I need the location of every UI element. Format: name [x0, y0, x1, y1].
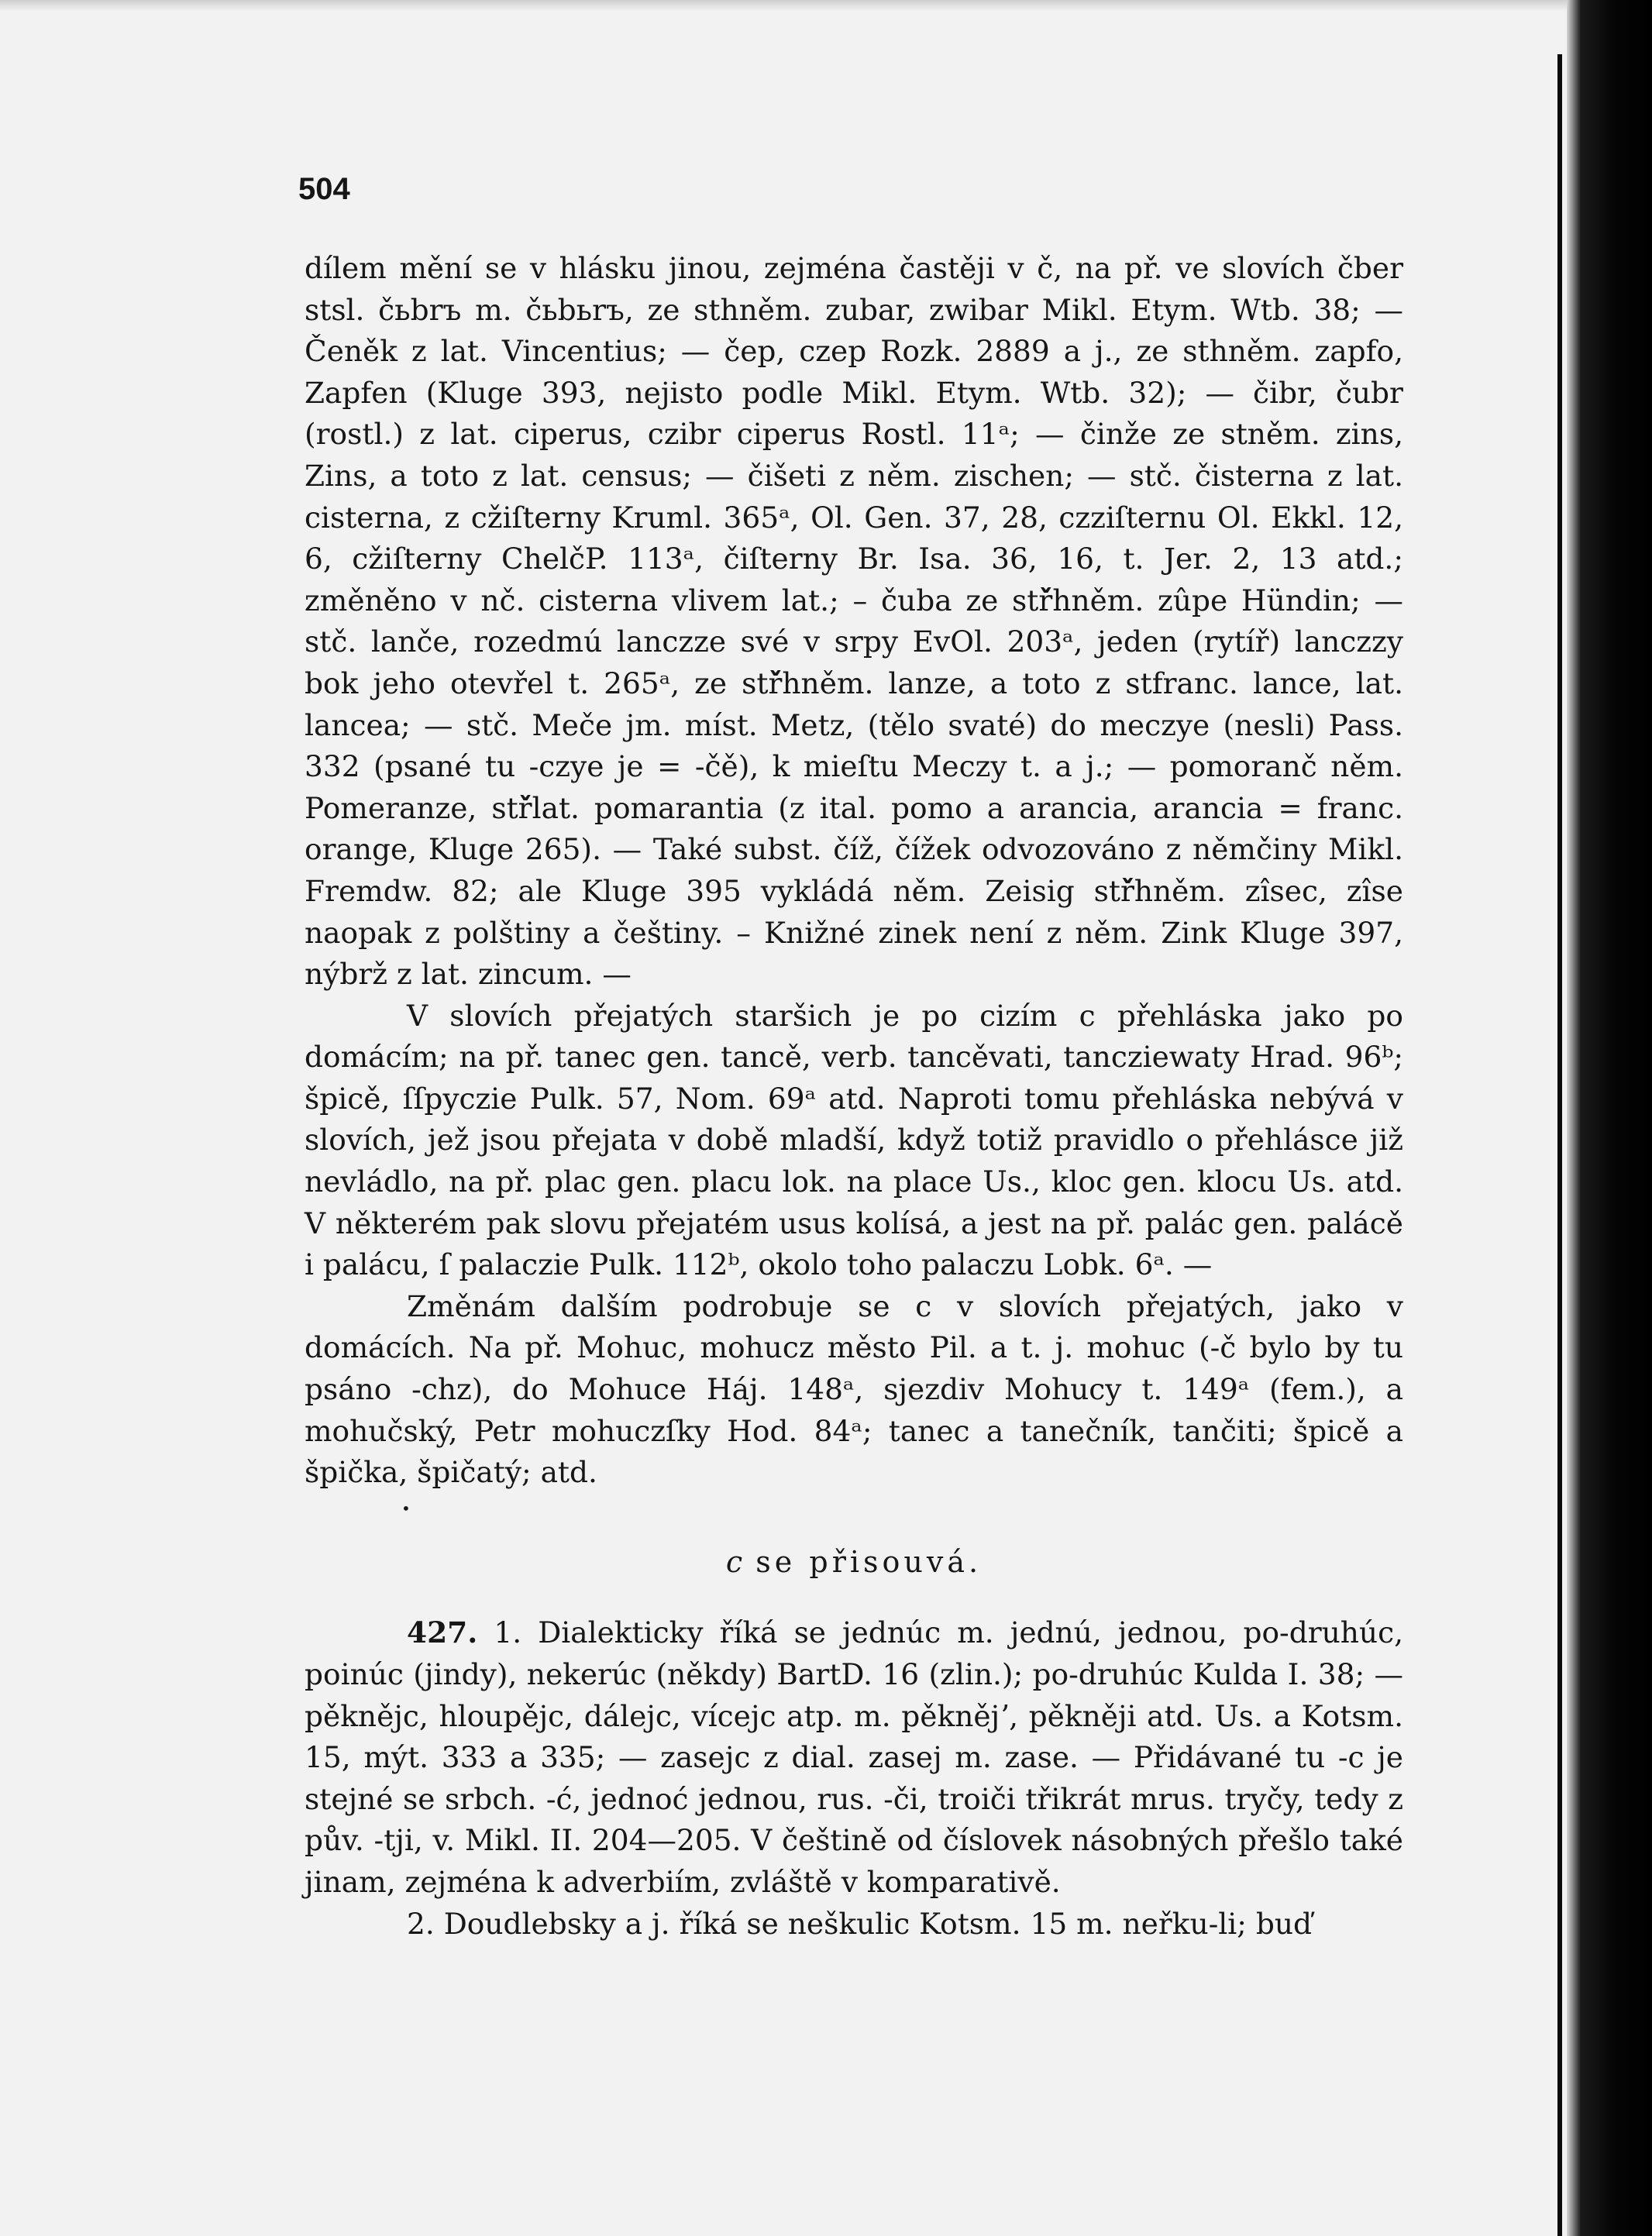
- heading-text: se přisouvá.: [755, 1544, 983, 1579]
- margin-dot: •: [401, 1499, 411, 1518]
- paragraph-1: dílem mění se v hlásku jinou, zejména častěji v č, na př. ve slovích čber stsl. čьbrъ m. čьbьrъ, ze sthněm. zubar, zwibar Mikl. Etym. Wtb. 38; — Čeněk z lat. Vincentius; — čep, czep Rozk. 2889 a j., ze sthněm. zapfo, Zapfen (Kluge 393, nejisto podle Mikl. Etym. Wtb. 32); — čibr, čubr (rostl.) z lat. ciperus, czibr ciperus Rostl. 11ᵃ; — činže ze stněm. zins, Zins, a toto z lat. census; — čišeti z něm. zischen; — stč. čisterna z lat. cisterna, z cžiſterny Kruml. 365ᵃ, Ol. Gen. 37, 28, czziſternu Ol. Ekkl. 12, 6, cžiſterny ChelčP. 113ᵃ, čiſterny Br. Isa. 36, 16, t. Jer. 2, 13 atd.; změněno v nč. cisterna vlivem lat.; – čuba ze stř̌hněm. zûpe Hündin; — stč. lanče, rozedmú lanczze své v srpy EvOl. 203ᵃ, jeden (rytíř) lanczzy bok jeho otevřel t. 265ᵃ, ze stř̌hněm. lanze, a toto z stfranc. lance, lat. lancea; — stč. Meče jm. míst. Metz, (tělo svaté) do meczye (nesli) Pass. 332 (psané tu -czye je = -čě), k mieſtu Meczy t. a j.; — pomoranč něm. Pomeranze, stř̌lat. pomarantia (z ital. pomo a arancia, arancia = franc. orange, Kluge 265). — Také subst. číž, čížek odvozováno z němčiny Mikl. Fremdw. 82; ale Kluge 395 vykládá něm. Zeisig stř̌hněm. zîsec, zîse naopak z polštiny a češtiny. – Knižné zinek není z něm. Zink Kluge 397, nýbrž z lat. zincum. —: [305, 251, 1403, 992]
- section-item-1-text: 1. Dialekticky říká se jednúc m. jednú, jednou, po-druhúc, poinúc (jindy), nekerúc (někdy) BartD. 16 (zlin.); po-druhúc Kulda I. 38; — pěknějc, hloupějc, dálejc, vícejc atp. m. pěknějʼ, pěkněji atd. Us. a Kotsm. 15, mýt. 333 a 335; — zasejc z dial. zasej m. zase. — Přidávané tu -c je stejné se srbch. -ć, jednoć jednou, rus. -či, troiči třikrát mrus. tryčy, tedy z pův. -tji, v. Mikl. II. 204—205. V češtině od číslovek násobných přešlo také jinam, zejména k adverbiím, zvláště v komparativě.: [305, 1615, 1403, 1899]
- scan-top-shadow: [0, 0, 1652, 11]
- section-item-2: 2. Doudlebsky a j. říká se neškulic Kotsm. 15 m. neřku-li; buď: [407, 1906, 1313, 1941]
- paragraph-2: V slovích přejatých staršich je po cizím c přehláska jako po domácím; na př. tanec gen. tancě, verb. tancěvati, tancziewaty Hrad. 96ᵇ; špicě, ſſpyczie Pulk. 57, Nom. 69ᵃ atd. Naproti tomu přehláska nebývá v slovích, jež jsou přejata v době mladší, když totiž pravidlo o přehlásce již nevládlo, na př. plac gen. placu lok. na place Us., kloc gen. klocu Us. atd. V některém pak slovu přejatém usus kolísá, a jest na př. palác gen. palácě i palácu, ſ palaczie Pulk. 112ᵇ, okolo toho palaczu Lobk. 6ᵃ. —: [305, 998, 1403, 1282]
- page-number: 504: [298, 172, 350, 206]
- paragraph-3: Změnám dalším podrobuje se c v slovích přejatých, jako v domácích. Na př. Mohuc, mohucz město Pil. a t. j. mohuc (-č bylo by tu psáno -chz), do Mohuce Háj. 148ᵃ, sjezdiv Mohucy t. 149ᵃ (fem.), a mohučský, Petr mohuczſky Hod. 84ᵃ; tanec a tanečník, tančiti; špicě a špička, špičatý; atd.: [305, 1288, 1403, 1490]
- heading-letter: c: [725, 1544, 743, 1579]
- section-item-1: [305, 1612, 1403, 1903]
- scan-rule-line: [1557, 54, 1562, 2236]
- section-heading: [305, 1542, 1403, 1584]
- scan-dark-border: [1567, 0, 1652, 2236]
- page-body: [305, 248, 1403, 1945]
- section-number: 427.: [407, 1615, 478, 1650]
